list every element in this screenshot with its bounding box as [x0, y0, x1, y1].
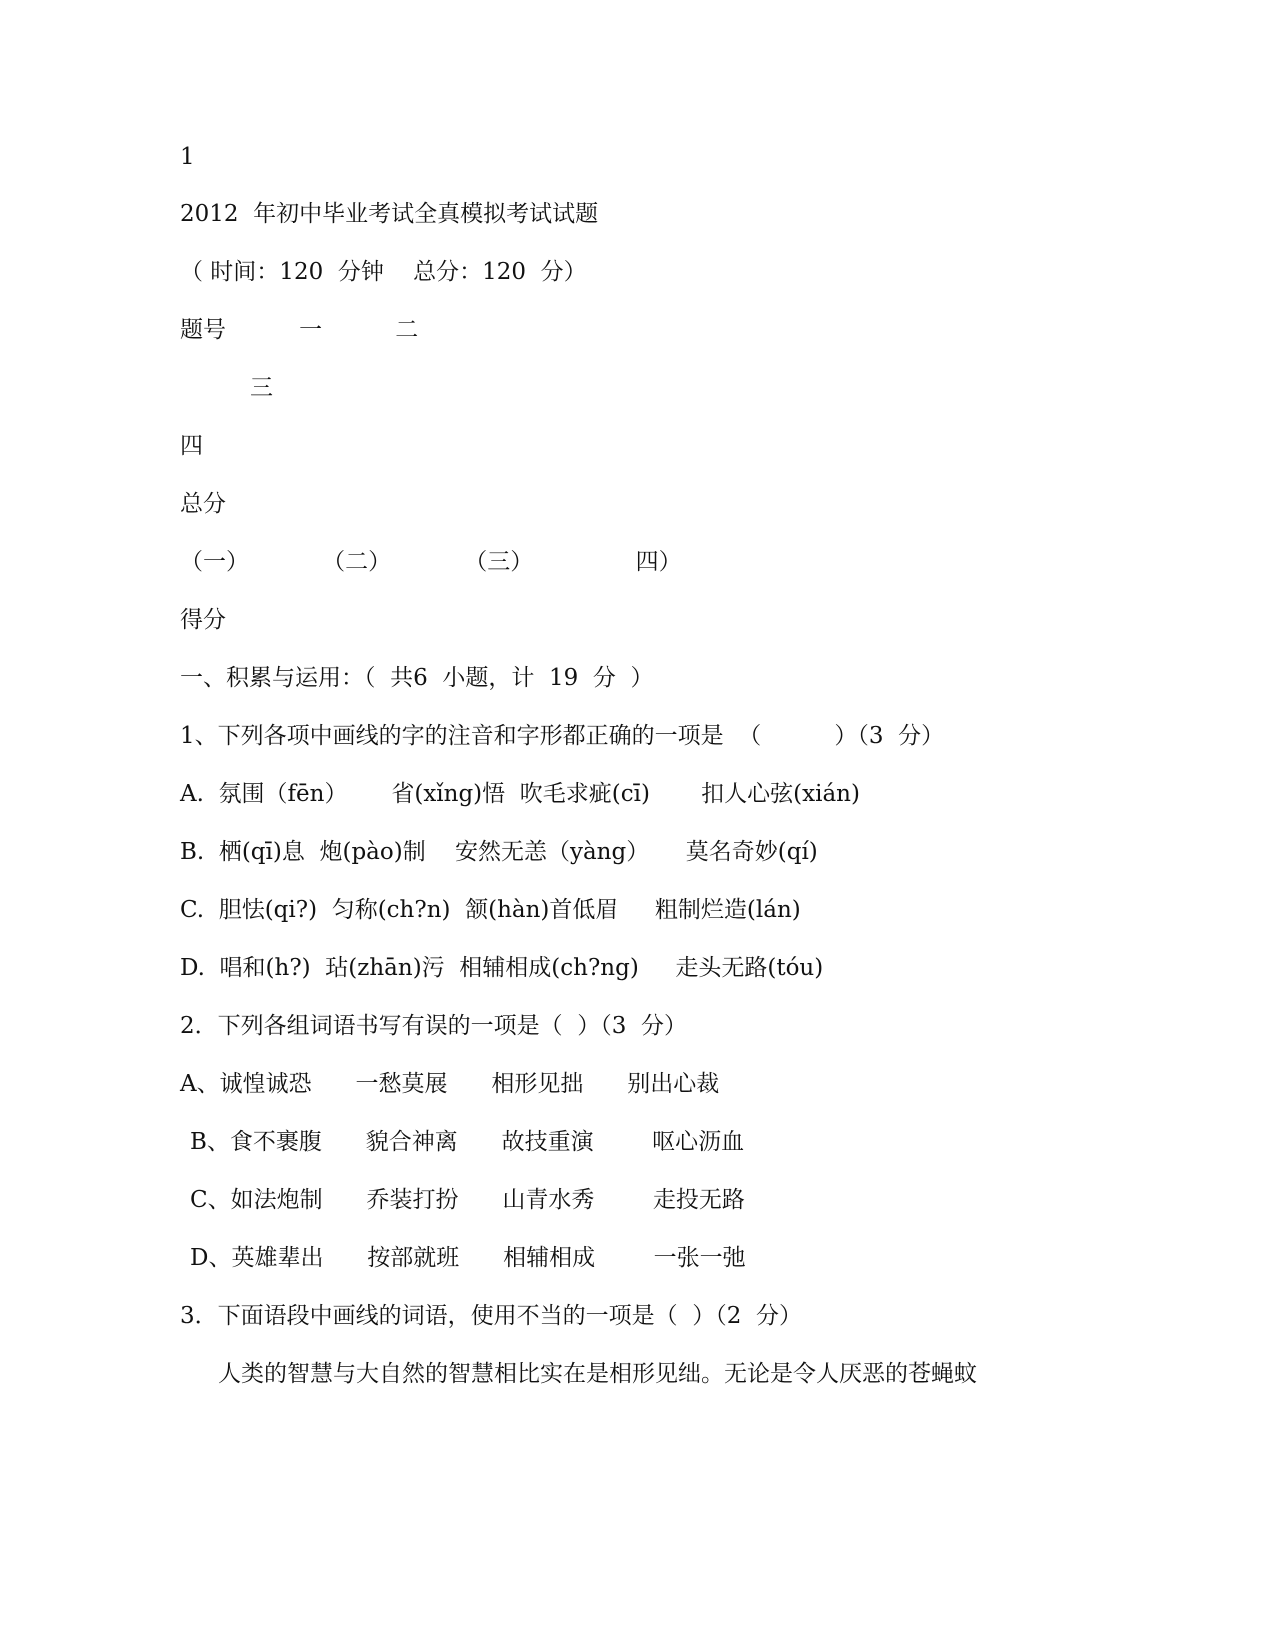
question-1-option-b: B. 栖(qī)息 炮(pào)制 安然无恙（yàng） 莫名奇妙(qí) [180, 839, 818, 865]
question-2-option-d: D、英雄辈出 按部就班 相辅相成 一张一弛 [190, 1245, 746, 1271]
score-table-sub-columns: （一） （二） （三） 四） [180, 549, 682, 575]
score-table-score-label: 得分 [180, 607, 226, 633]
score-table-header: 题号 一 二 [180, 317, 419, 343]
exam-title: 2012 年初中毕业考试全真模拟考试试题 [180, 201, 599, 227]
question-3-passage: 人类的智慧与大自然的智慧相比实在是相形见绌。无论是令人厌恶的苍蝇蚊 [218, 1361, 977, 1387]
question-1-stem: 1、下列各项中画线的字的注音和字形都正确的一项是 （ ）（3 分） [180, 723, 945, 749]
question-1-option-a: A. 氛围（fēn） 省(xǐng)悟 吹毛求疵(cī) 扣人心弦(xián) [180, 781, 860, 807]
question-2-option-b: B、食不裹腹 貌合神离 故技重演 呕心沥血 [190, 1129, 745, 1155]
question-2-option-c: C、如法炮制 乔装打扮 山青水秀 走投无路 [190, 1187, 745, 1213]
question-1-option-d: D. 唱和(h?) 玷(zhān)污 相辅相成(ch?ng) 走头无路(tóu) [180, 955, 824, 981]
question-2-stem: 2．下列各组词语书写有误的一项是（ ）（3 分） [180, 1013, 688, 1039]
question-1-option-c: C. 胆怯(qi?) 匀称(ch?n) 颔(hàn)首低眉 粗制烂造(lán) [180, 897, 801, 923]
page-number: 1 [180, 144, 195, 170]
time-info: （ 时间：120 分钟 总分：120 分） [180, 259, 587, 285]
question-3-stem: 3．下面语段中画线的词语，使用不当的一项是（ ）（2 分） [180, 1303, 803, 1329]
score-table-total-label: 总分 [180, 491, 226, 517]
score-table-col-three: 三 [250, 375, 273, 401]
question-2-option-a: A、诚惶诚恐 一愁莫展 相形见拙 别出心裁 [180, 1071, 720, 1097]
score-table-col-four: 四 [180, 433, 203, 459]
section-one-heading: 一、积累与运用：（ 共6 小题，计 19 分 ） [180, 665, 654, 691]
